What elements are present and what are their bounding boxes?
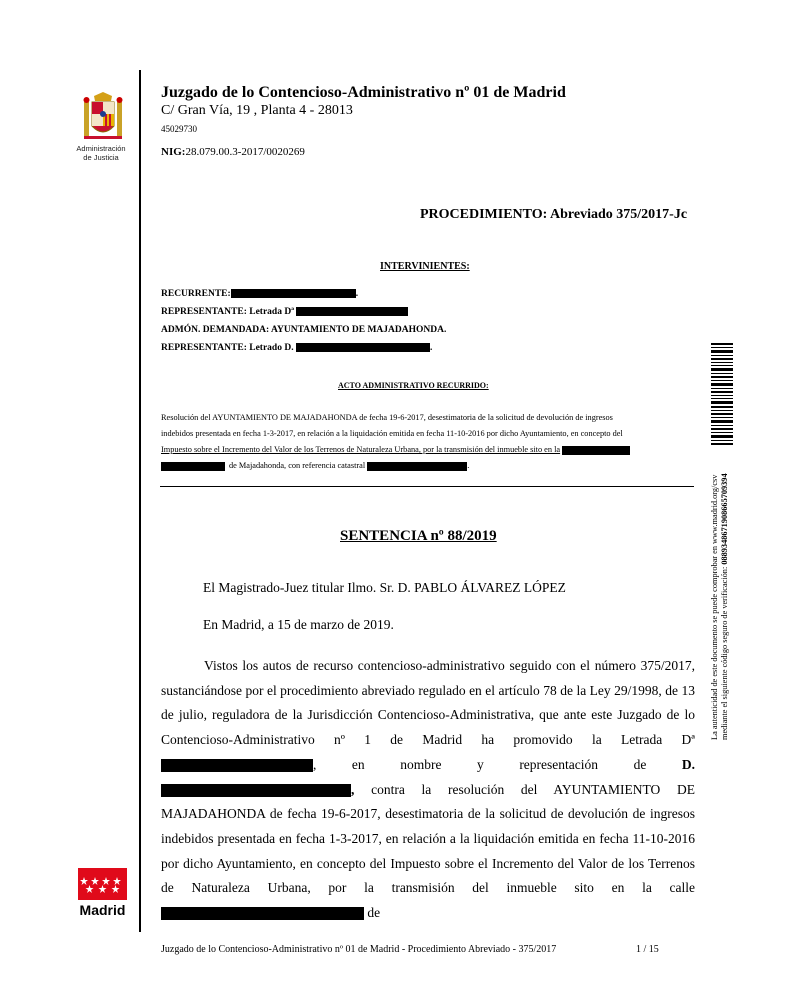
body-paragraph [161, 654, 695, 926]
intervinientes-heading: INTERVINIENTES: [380, 261, 470, 272]
body-part5: de [367, 905, 381, 921]
court-code: 45029730 [161, 124, 197, 134]
coat-of-arms-logo [78, 92, 128, 144]
representante1-label: REPRESENTANTE: Letrada Dª [161, 307, 295, 317]
nig-label: NIG: [161, 146, 186, 158]
verification-label: mediante el siguiente código seguro de verificación: [720, 566, 729, 740]
acto-line3-text: Impuesto sobre el Incremento del Valor de los Terrenos de Naturaleza Urbana, por la transmisión del inmueble sito en la [161, 445, 561, 454]
madrid-label: Madrid [79, 902, 126, 918]
fecha-line: En Madrid, a 15 de marzo de 2019. [203, 617, 394, 632]
body-part4: contra la resolución del AYUNTAMIENTO DE MAJADAHONDA de fecha 19-6-2017, desestimatoria de la solicitud de devolución de ingresos indebidos presentada en fecha 1-3-2017, en relación a la liquidación emitida en fecha 11-10-2016 por dicho Ayuntamiento, en concepto del Impuesto sobre el Incremento del Valor de los Terrenos de Naturaleza Urbana, por la transmisión del inmueble sito en la calle [161, 781, 696, 896]
redaction-bar [231, 289, 356, 298]
administracion-justicia-label [70, 144, 132, 162]
court-title: Juzgado de lo Contencioso-Administrativo nº 01 de Madrid [161, 84, 566, 101]
acto-heading: ACTO ADMINISTRATIVO RECURRIDO: [338, 381, 489, 390]
body-part2: , en nombre y representación de [313, 756, 647, 772]
acto-line4-text: de Majadahonda, con referencia catastral [229, 461, 366, 470]
acto-text [161, 410, 695, 474]
magistrado-line: El Magistrado-Juez titular Ilmo. Sr. D. PABLO ÁLVAREZ LÓPEZ [203, 580, 566, 595]
verification-line2 [720, 462, 730, 740]
verification-line1: La autenticidad de este documento se puede comprobar en www.madrid.org/csv [710, 474, 719, 740]
procedure-number: PROCEDIMIENTO: Abreviado 375/2017-Jc [420, 207, 688, 222]
margin-rule [139, 70, 141, 932]
acto-line3 [161, 442, 695, 458]
footer-text: Juzgado de lo Contencioso-Administrativo nº 01 de Madrid - Procedimiento Abreviado - 375/2017 [161, 944, 557, 955]
redaction-bar [562, 446, 630, 455]
redaction-bar [296, 343, 430, 352]
page-number: 1 / 15 [636, 944, 659, 955]
madrid-flag-logo [78, 868, 127, 900]
demandada-line: ADMÓN. DEMANDADA: AYUNTAMIENTO DE MAJADAHONDA. [161, 325, 447, 335]
nig-value: 28.079.00.3-2017/0020269 [185, 146, 305, 158]
acto-line1: Resolución del AYUNTAMIENTO DE MAJADAHONDA de fecha 19-6-2017, desestimatoria de la solicitud de devolución de ingresos [161, 413, 613, 422]
redaction-bar [367, 461, 470, 471]
body-part3-bold: , [351, 781, 355, 797]
verification-code: 0889348671908665709394 [720, 473, 729, 565]
section-divider [160, 486, 694, 487]
body-part1: Vistos los autos de recurso contencioso-administrativo seguido con el número 375/2017, sustanciándose por el procedimiento abreviado regulado en el artículo 78 de la Ley 29/1998, de 13 de julio, reguladora de la Jurisdicción Contencioso-Administrativa, que ante este Juzgado de lo Contencioso-Administrativo nº 1 de Madrid ha promovido la Letrada Dª [161, 658, 695, 748]
redaction-bar [296, 307, 408, 316]
sentencia-title: SENTENCIA nº 88/2019 [340, 528, 497, 544]
redaction-bar [161, 462, 225, 471]
sentencia-body [161, 654, 695, 926]
acto-line4-end: . [467, 461, 470, 470]
representante1-line [161, 307, 408, 317]
admin-label-line2: de Justicia [83, 153, 119, 162]
recurrente-label: RECURRENTE: [161, 289, 231, 299]
nig-line [161, 146, 305, 158]
admin-label-line1: Administración [76, 144, 126, 153]
representante2-line: REPRESENTANTE: Letrado D. . [161, 343, 433, 353]
body-part2-bold: D. [681, 756, 696, 772]
barcode [711, 343, 733, 445]
court-address: C/ Gran Vía, 19 , Planta 4 - 28013 [161, 103, 353, 118]
verification-side-text [710, 462, 729, 740]
acto-line2: indebidos presentada en fecha 1-3-2017, en relación a la liquidación emitida en fecha 11-10-2016 por dicho Ayuntamiento, en concepto del [161, 429, 623, 438]
redaction-bar [161, 907, 364, 920]
redaction-bar [161, 759, 313, 772]
representante2-label: REPRESENTANTE: Letrado D. [161, 343, 294, 353]
acto-line4 [161, 458, 695, 474]
redaction-bar [161, 784, 351, 797]
recurrente-line: RECURRENTE: . [161, 289, 359, 299]
